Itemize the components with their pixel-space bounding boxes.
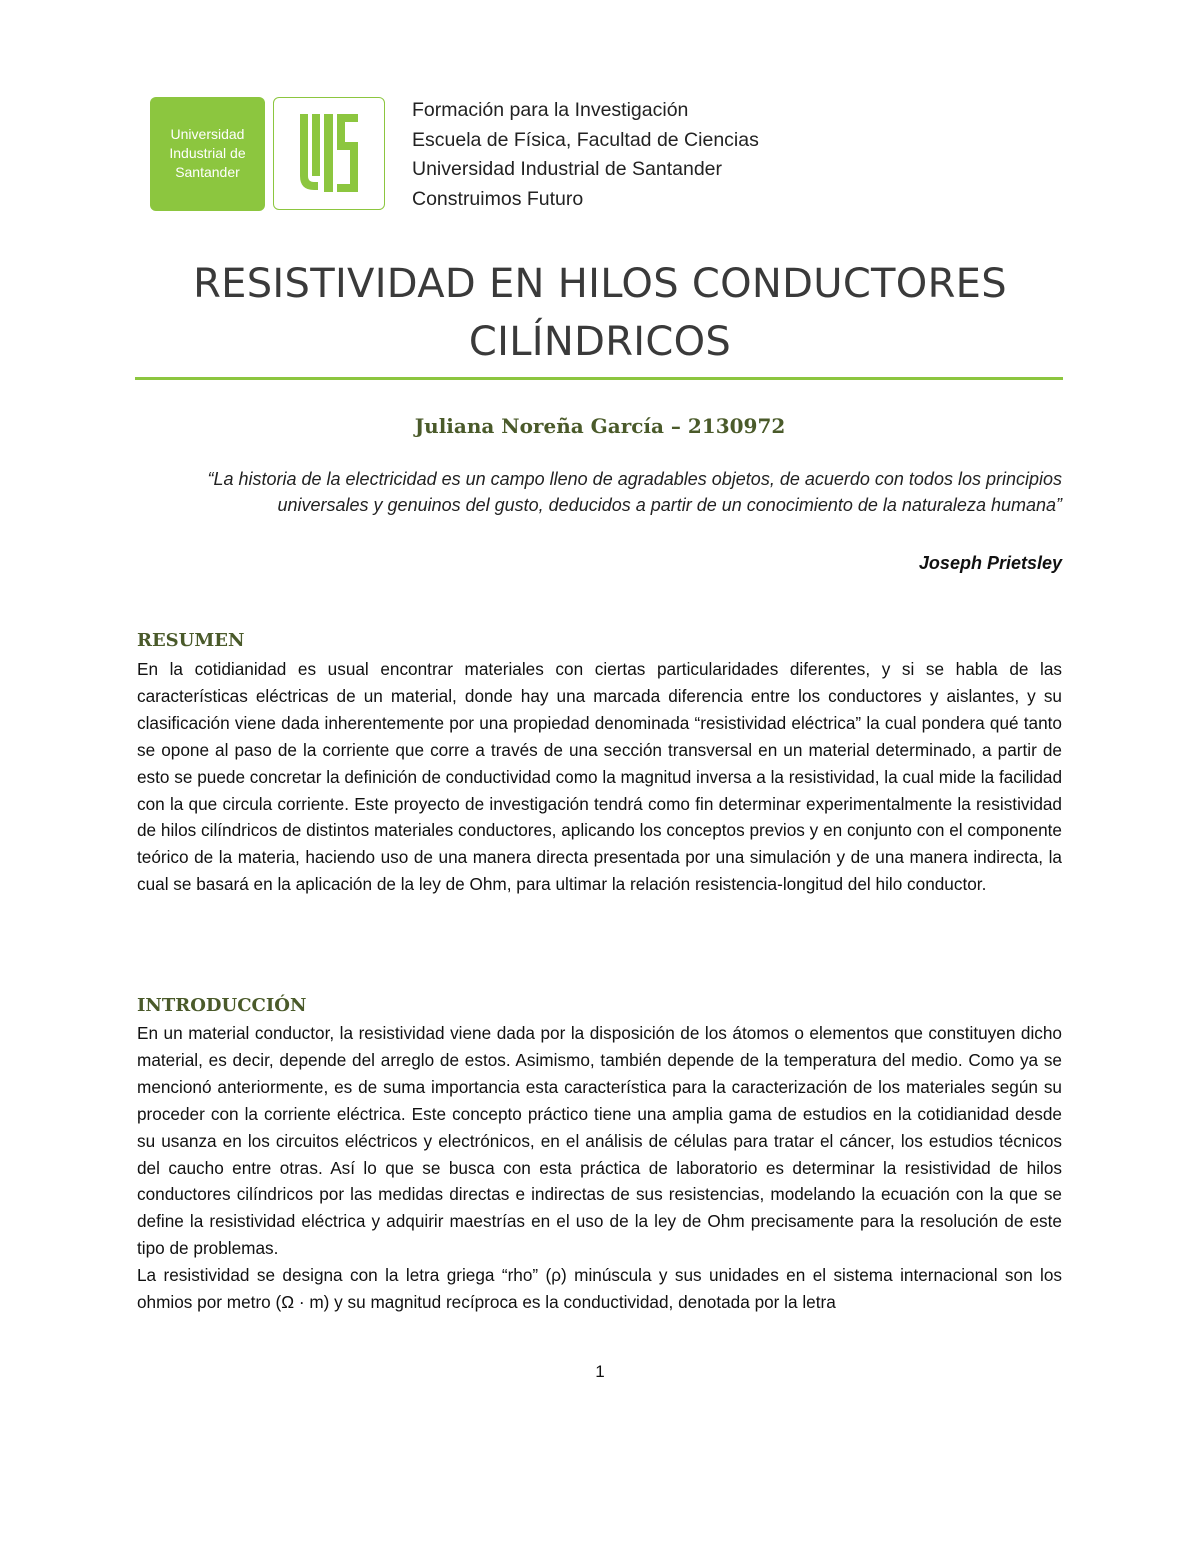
page-number: 1 xyxy=(595,1362,605,1381)
title-line: RESISTIVIDAD EN HILOS CONDUCTORES xyxy=(193,261,1007,307)
uis-logo-mark-svg xyxy=(274,98,383,208)
institution-header xyxy=(412,96,759,214)
logo-text-line: Universidad xyxy=(170,126,245,142)
header-line: Universidad Industrial de Santander xyxy=(412,158,723,180)
paragraph: La resistividad se designa con la letra griega “rho” (ρ) minúscula y sus unidades en el sistema internacional son los ohmios por metro (Ω · m) y su magnitud recíproca es la conductividad, denotada por la letra xyxy=(137,1265,1062,1313)
header-line: Construimos Futuro xyxy=(412,187,584,210)
logo-text xyxy=(150,125,265,182)
epigraph-quote: “La historia de la electricidad es un campo lleno de agradables objetos, de acuerdo con todos los principios universales y genuinos del gusto, deducidos a partir de un conocimiento de la naturaleza humana” xyxy=(207,469,1062,515)
logo-text-line: Industrial de xyxy=(169,145,246,161)
epigraph-author: Joseph Prietsley xyxy=(918,553,1062,573)
university-logo-text-block xyxy=(150,97,265,211)
paragraph: En la cotidianidad es usual encontrar materiales con ciertas particularidades diferentes, y si se habla de las características eléctricas de un material, donde hay una marcada diferencia entre los conductores y aislantes, y su clasificación viene dada inherentemente por una propiedad denominada “resistividad eléctrica” la cual pondera qué tanto se opone al paso de la corriente que corre a través de una sección transversal en un material determinado, a partir de esto se puede concretar la definición de conductividad como la magnitud inversa a la resistividad, la cual mide la facilidad con la que circula corriente. Este proyecto de investigación tendrá como fin determinar experimentalmente la resistividad de hilos cilíndricos de distintos materiales conductores, aplicando los conceptos previos y en conjunto con el componente teórico de la materia, haciendo uso de una manera directa presentada por una simulación y de una manera indirecta, la cual se basará en la aplicación de la ley de Ohm, para ultimar la relación resistencia-longitud del hilo conductor. xyxy=(137,659,1062,895)
section-title-introduccion: INTRODUCCIÓN xyxy=(137,995,307,1016)
introduccion-body xyxy=(137,1020,1062,1316)
section-title-resumen: RESUMEN xyxy=(137,630,245,651)
document-title xyxy=(135,255,1065,371)
uis-logo-icon xyxy=(273,97,385,210)
header-line: Formación para la Investigación xyxy=(412,99,689,121)
header-line: Escuela de Física, Facultad de Ciencias xyxy=(412,128,759,151)
logo-text-line: Santander xyxy=(175,164,240,180)
paragraph: En un material conductor, la resistividad viene dada por la disposición de los átomos o elementos que constituyen dicho material, es decir, depende del arreglo de estos. Asimismo, también depende de la temperatura del medio. Como ya se mencionó anteriormente, es de suma importancia esta característica para la caracterización de los materiales según su proceder con la corriente eléctrica. Este concepto práctico tiene una amplia gama de estudios en la cotidianidad desde su usanza en los circuitos eléctricos y electrónicos, en el análisis de células para tratar el cáncer, los estudios técnicos del caucho entre otras. Así lo que se busca con esta práctica de laboratorio es determinar la resistividad de hilos conductores cilíndricos por las medidas directas e indirectas de sus resistencias, modelando la ecuación con la que se define la resistividad eléctrica y adquirir maestrías en el uso de la ley de Ohm precisamente para la resolución de este tipo de problemas. xyxy=(137,1023,1062,1259)
resumen-paragraph xyxy=(137,656,1062,898)
title-divider xyxy=(135,377,1063,380)
author-line: Juliana Noreña García – 2130972 xyxy=(414,414,786,438)
title-line: CILÍNDRICOS xyxy=(468,319,732,365)
